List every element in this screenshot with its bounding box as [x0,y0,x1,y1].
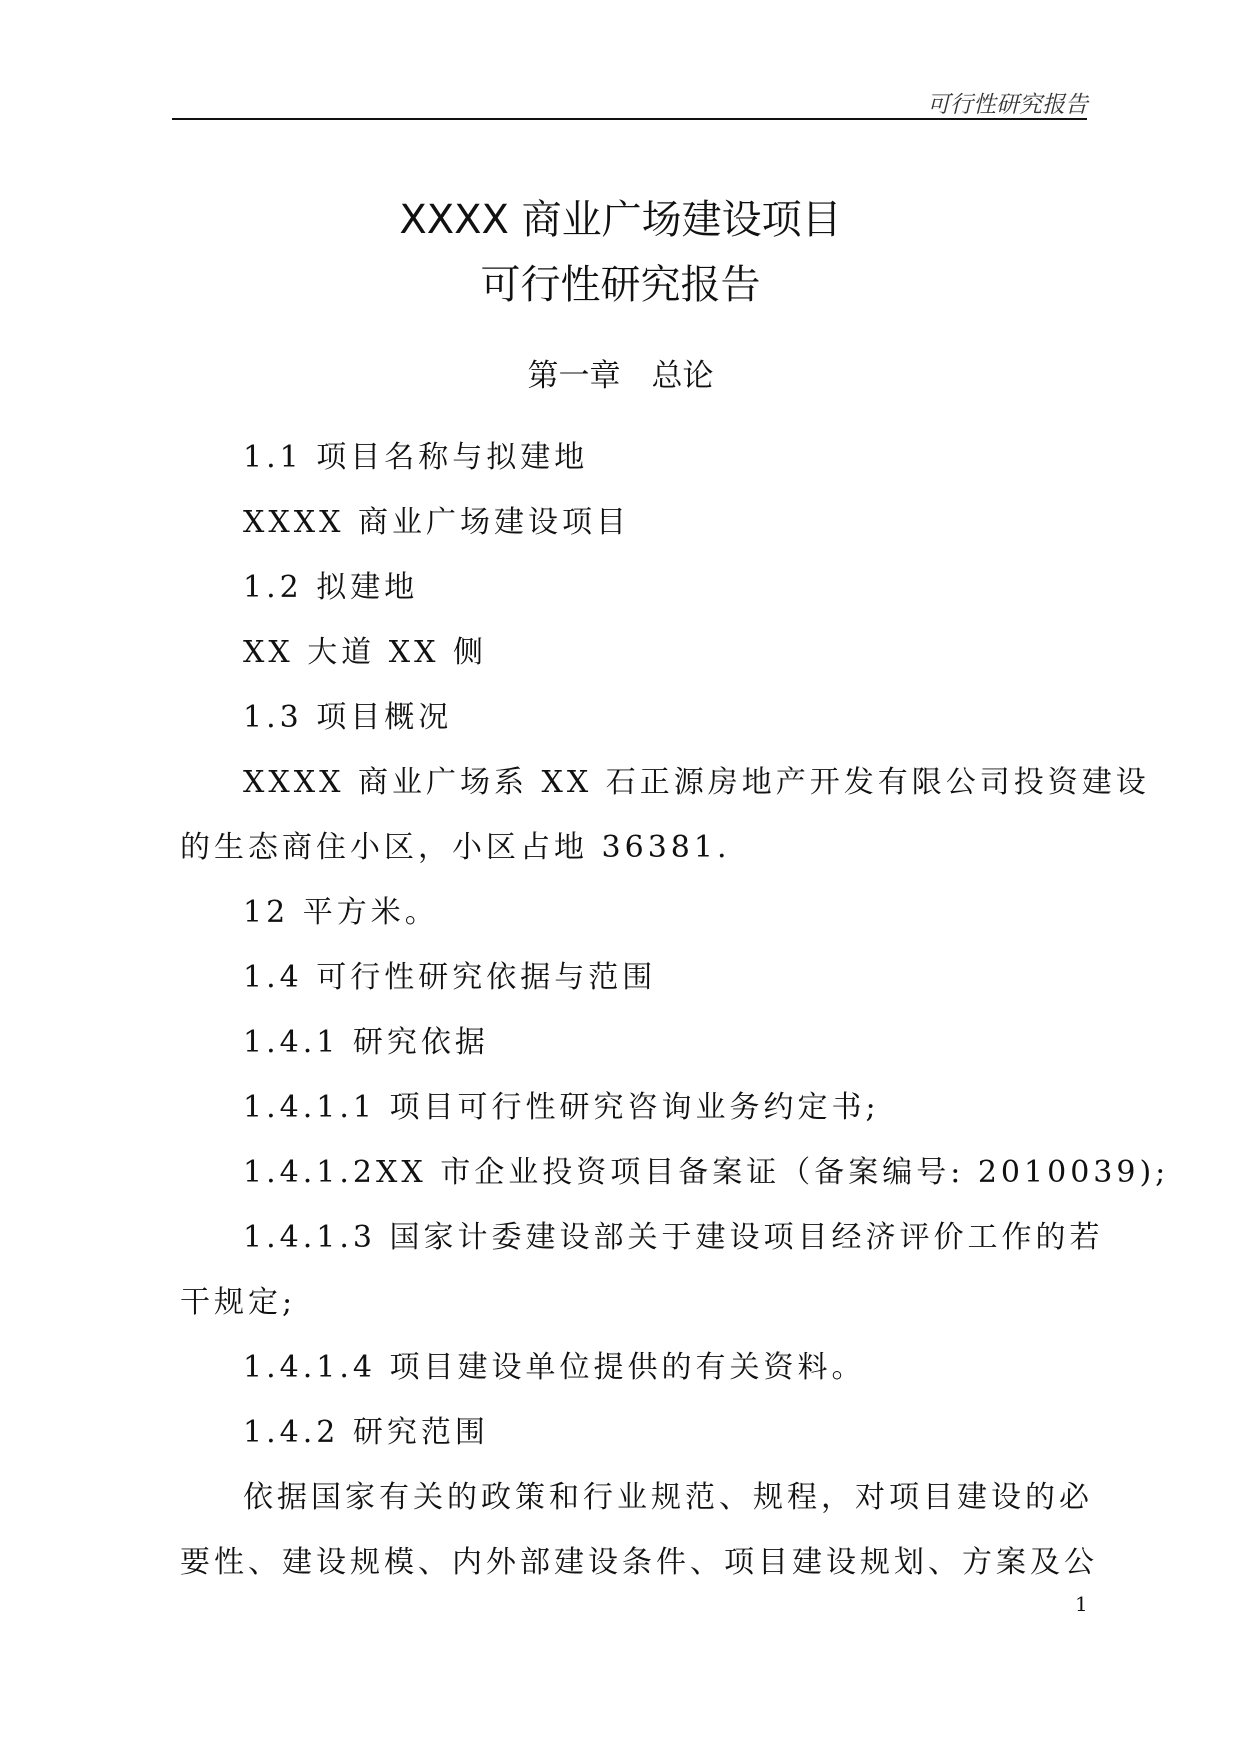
body-line: 要性、建设规模、内外部建设条件、项目建设规划、方案及公 [180,1545,1098,1580]
document-title-line-1: XXXX 商业广场建设项目 [399,197,842,243]
section-heading: 1.1 项目名称与拟建地 [243,440,589,475]
list-item-continuation: 干规定; [180,1285,297,1320]
list-item: 1.4.1.2XX 市企业投资项目备案证（备案编号: 2010039); [243,1155,1170,1190]
running-header: 可行性研究报告 [927,92,1088,118]
subsection-heading: 1.4.2 研究范围 [243,1415,489,1450]
body-line: XXXX 商业广场系 XX 石正源房地产开发有限公司投资建设 [243,765,1150,800]
body-line: XX 大道 XX 侧 [243,635,488,670]
chapter-heading: 第一章 总论 [527,358,714,394]
list-item: 1.4.1.1 项目可行性研究咨询业务约定书; [243,1090,880,1125]
body-line: 12 平方米。 [243,895,439,930]
list-item: 1.4.1.3 国家计委建设部关于建设项目经济评价工作的若 [243,1220,1104,1255]
body-line: 依据国家有关的政策和行业规范、规程，对项目建设的必 [243,1480,1093,1515]
subsection-heading: 1.4.1 研究依据 [243,1025,489,1060]
page-number: 1 [1075,1592,1088,1616]
document-title-line-2: 可行性研究报告 [480,262,761,308]
body-line: XXXX 商业广场建设项目 [243,505,630,540]
section-heading: 1.4 可行性研究依据与范围 [243,960,657,995]
body-line: 的生态商住小区，小区占地 36381. [180,830,731,865]
header-rule [172,118,1087,120]
section-heading: 1.2 拟建地 [243,570,419,605]
section-heading: 1.3 项目概况 [243,700,453,735]
list-item: 1.4.1.4 项目建设单位提供的有关资料。 [243,1350,866,1385]
